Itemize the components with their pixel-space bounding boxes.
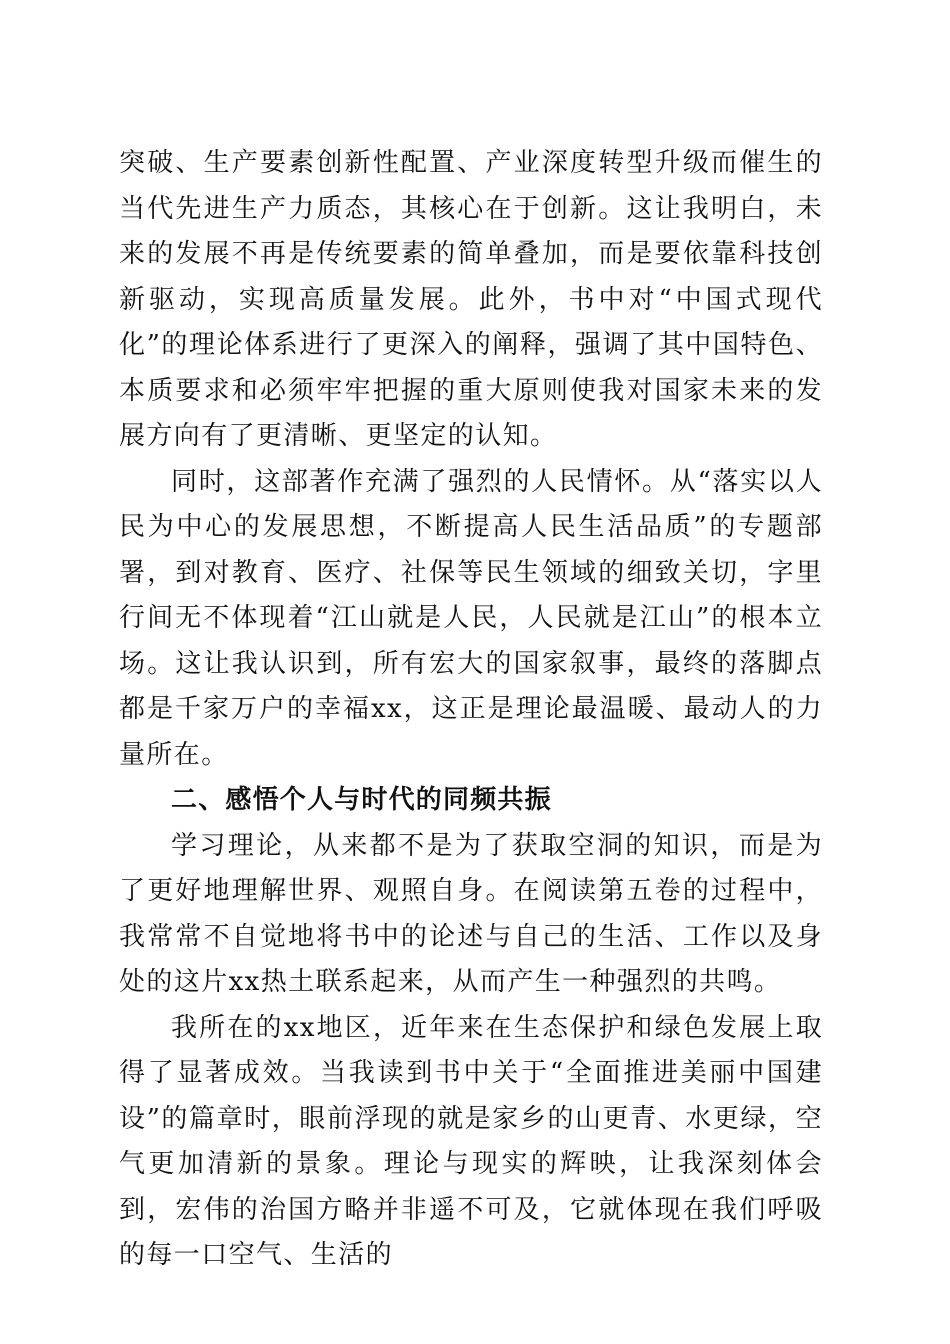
section-heading: 二、感悟个人与时代的同频共振 — [171, 785, 552, 815]
paragraph-people-sentiment: 同时，这部著作充满了强烈的人民情怀。从“落实以人民为中心的发展思想，不断提高人民生活品质”的专题部署，到对教育、医疗、社保等民生领域的细致关切，字里行间无不体现着“江山就是人民，人民就是江山”的根本立场。这让我认识到，所有宏大的国家叙事，最终的落脚点都是千家万户的幸福xx，这正是理论最温暖、最动人的力量所在。 — [119, 466, 823, 770]
paragraph-continuation: 突破、生产要素创新性配置、产业深度转型升级而催生的当代先进生产力质态，其核心在于创新。这让我明白，未来的发展不再是传统要素的简单叠加，而是要依靠科技创新驱动，实现高质量发展。此外，书中对“中国式现代化”的理论体系进行了更深入的阐释，强调了其中国特色、本质要求和必须牢牢把握的重大原则使我对国家未来的发展方向有了更清晰、更坚定的认知。 — [119, 148, 823, 451]
document-body — [119, 141, 823, 1279]
paragraph-local-ecology: 我所在的xx地区，近年来在生态保护和绿色发展上取得了显著成效。当我读到书中关于“全面推进美丽中国建设”的篇章时，眼前浮现的就是家乡的山更青、水更绿，空气更加清新的景象。理论与现实的辉映，让我深刻体会到，宏伟的治国方略并非遥不可及，它就体现在我们呼吸的每一口空气、生活的 — [119, 1012, 823, 1270]
paragraph-learning-theory: 学习理论，从来都不是为了获取空洞的知识，而是为了更好地理解世界、观照自身。在阅读第五卷的过程中，我常常不自觉地将书中的论述与自己的生活、工作以及身处的这片xx热土联系起来，从而产生一种强烈的共鸣。 — [119, 830, 823, 997]
